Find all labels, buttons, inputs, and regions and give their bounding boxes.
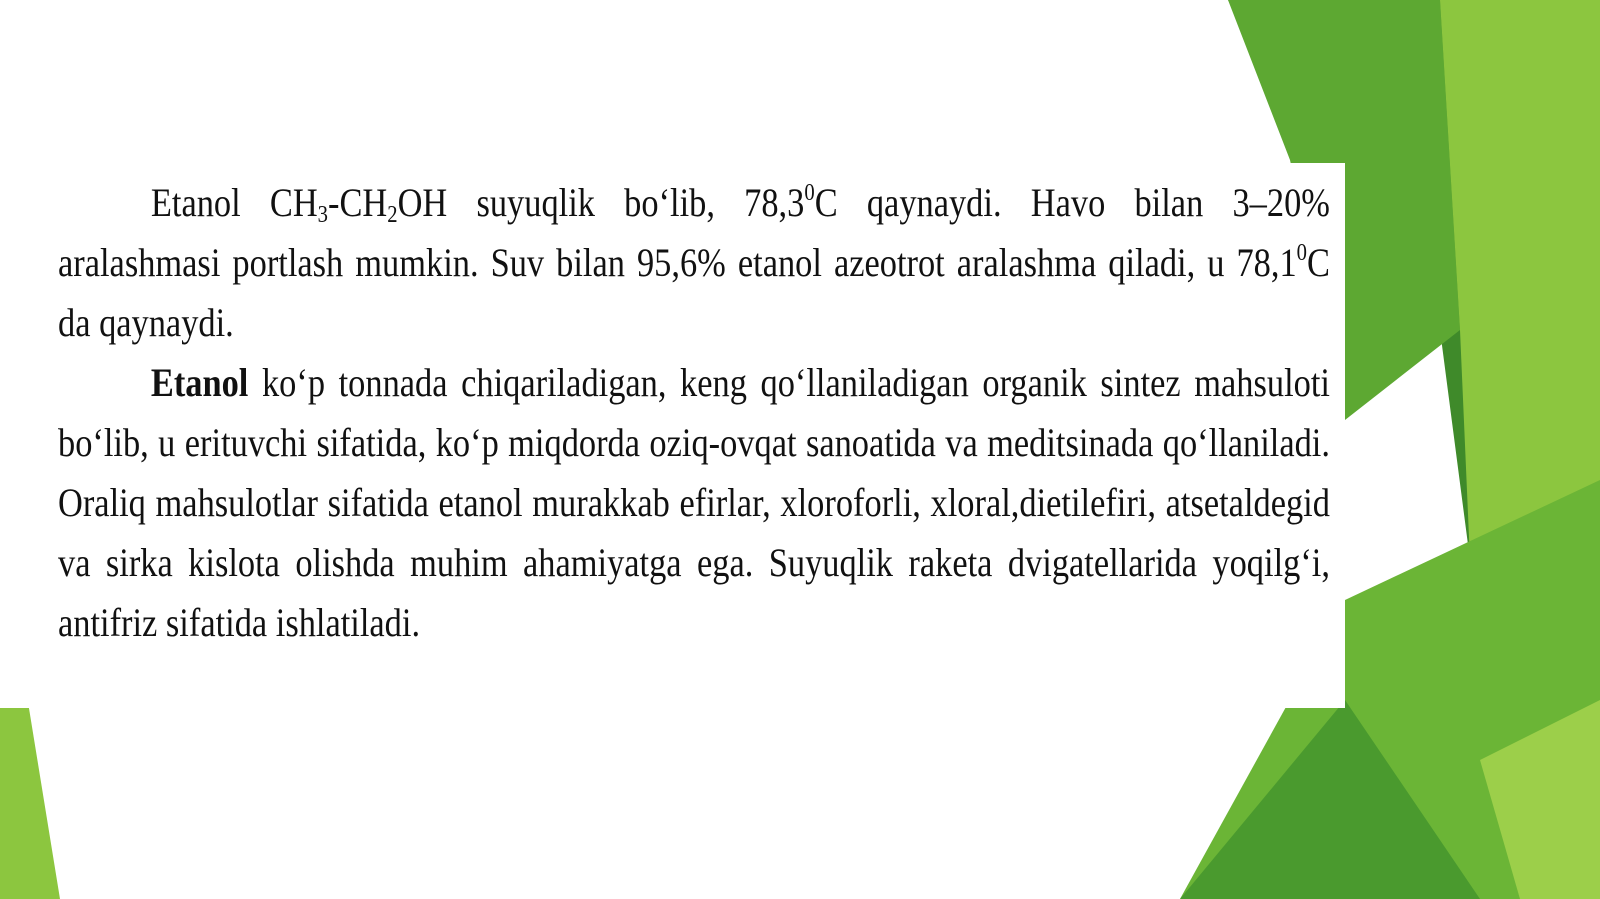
p1-sub-2: 2 (387, 202, 398, 228)
p1-sup-1: 0 (804, 180, 815, 206)
p1-text-4: C qaynaydi. Havo bilan 3–20% aralashmasi portlash mumkin. Suv bilan 95,6% etanol azeotrot aralashma qiladi, u 78,1 (58, 180, 1330, 285)
p2-text: ko‘p tonnada chiqariladigan, keng qo‘llaniladigan organik sintez mahsuloti bo‘lib, u erituvchi sifatida, ko‘p miqdorda oziq-ovqat sanoatida va meditsinada qo‘llaniladi. Oraliq mahsulotlar sifatida etanol murakkab efirlar, xloroforli, xloral,dietilefiri, atsetaldegid va sirka kislota olishda muhim ahamiyatga ega. Suyuqlik raketa dvigatellarida yoqilg‘i, antifriz sifatida ishlatiladi. (58, 360, 1330, 645)
paragraph-2 (58, 353, 1330, 653)
p2-bold-term: Etanol (150, 360, 249, 405)
p1-sub-1: 3 (317, 202, 328, 228)
text-box (0, 163, 1345, 708)
p1-text-3: OH suyuqlik bo‘lib, 78,3 (397, 180, 805, 225)
text-content (58, 173, 1330, 653)
p1-sup-2: 0 (1296, 240, 1307, 266)
p1-text-1: Etanol CH (150, 180, 318, 225)
p1-text-5: C da qaynaydi. (58, 240, 1330, 345)
p1-text-2: -CH (327, 180, 388, 225)
paragraph-1 (58, 173, 1330, 353)
